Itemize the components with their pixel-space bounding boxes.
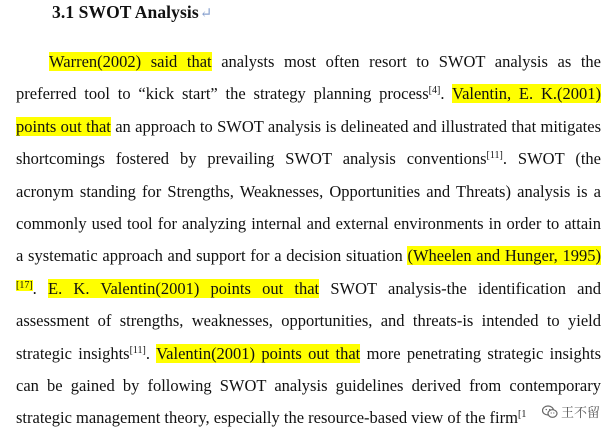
sentence-text: analysts most often resort to SWOT analysis as the preferred tool to “kick start” the strategy planning process: [16, 52, 602, 104]
punctuation: .: [32, 278, 49, 298]
sentence-text: more penetrating strategic insights can be gained by following SWOT analysis guidelines derived from contemporary strategic management theory, especially the resource-based view of the firm: [16, 343, 602, 428]
wechat-icon: [542, 405, 558, 419]
citation-ref: [11]: [129, 344, 146, 356]
heading-title: 3.1 SWOT Analysis: [52, 2, 199, 22]
citation-ref: [11]: [486, 150, 503, 162]
highlight-valentin-3: Valentin(2001) points out that: [156, 343, 361, 363]
watermark: [540, 402, 602, 421]
citation-ref: [4]: [428, 85, 441, 97]
sentence-text: SWOT analysis-the identification and assessment of strengths, weaknesses, opportunities, and threats-is intended to yield strategic insights: [16, 278, 602, 363]
section-heading: [52, 2, 212, 23]
punctuation: .: [145, 343, 157, 363]
highlight-wheelen-hunger: (Wheelen and Hunger, 1995): [407, 246, 601, 266]
paragraph-return-mark: ↵: [199, 6, 213, 22]
highlight-valentin-1: Valentin, E. K.(2001) points out that: [16, 84, 601, 136]
watermark-text: 王不留: [560, 406, 600, 421]
sentence-text: an approach to SWOT analysis is delineated and illustrated that mitigates shortcomings fostered by prevailing SWOT analysis conventions: [16, 116, 601, 169]
highlight-warren: Warren(2002) said that: [49, 52, 212, 71]
citation-ref: [17]: [16, 279, 33, 291]
body-paragraph: [16, 46, 601, 435]
highlight-valentin-2: E. K. Valentin(2001) points out that: [48, 278, 320, 298]
punctuation: .: [440, 84, 452, 104]
citation-ref: [1: [517, 409, 527, 421]
sentence-text: . SWOT (the acronym standing for Strengths, Weaknesses, Opportunities and Threats) analysis is a commonly used tool for analyzing internal and external environments in order to attain a systematic approach and support for a decision situation: [16, 149, 601, 266]
